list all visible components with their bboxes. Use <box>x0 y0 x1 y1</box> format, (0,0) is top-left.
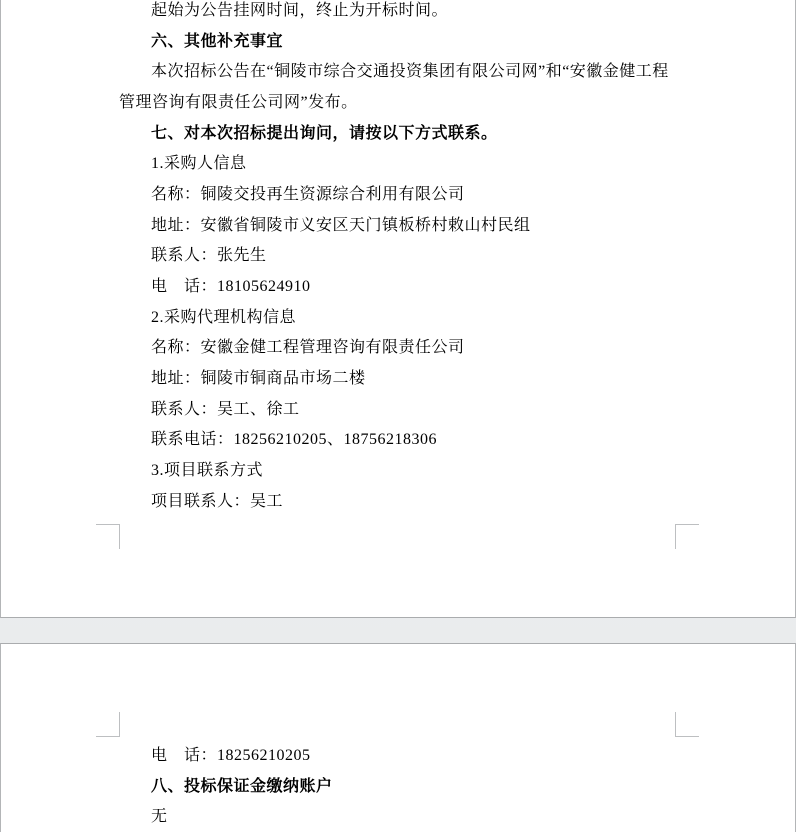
text-line: 名称：铜陵交投再生资源综合利用有限公司 <box>151 185 465 203</box>
text-line: 联系人：张先生 <box>151 247 267 265</box>
text-line: 起始为公告挂网时间，终止为开标时间。 <box>151 2 449 19</box>
text-boundary-mark-top-right <box>675 712 699 737</box>
text-line: 联系人：吴工、徐工 <box>151 400 300 418</box>
text-line: 项目联系人：吴工 <box>151 492 284 510</box>
text-line: 七、对本次招标提出询问，请按以下方式联系。 <box>151 124 498 142</box>
text-line: 地址：铜陵市铜商品市场二楼 <box>151 369 366 387</box>
text-boundary-mark-bottom-left <box>96 524 120 549</box>
text-line: 电 话：18105624910 <box>151 277 311 295</box>
text-line: 六、其他补充事宜 <box>151 32 284 50</box>
text-line: 3.项目联系方式 <box>151 461 264 479</box>
text-line: 电 话：18256210205 <box>151 747 311 764</box>
text-line: 1.采购人信息 <box>151 155 247 173</box>
text-line: 地址：安徽省铜陵市义安区天门镇板桥村敕山村民组 <box>151 216 531 234</box>
text-line: 无 <box>151 808 168 826</box>
page1-text-body[interactable] <box>119 0 679 517</box>
text-boundary-mark-bottom-right <box>675 524 699 549</box>
text-line: 联系电话：18256210205、18756218306 <box>151 431 438 449</box>
page2-text-body[interactable] <box>119 741 679 832</box>
text-line: 管理咨询有限责任公司网”发布。 <box>119 93 358 111</box>
text-boundary-mark-top-left <box>96 712 120 737</box>
text-line: 2.采购代理机构信息 <box>151 308 297 326</box>
text-line: 名称：安徽金健工程管理咨询有限责任公司 <box>151 339 465 357</box>
text-line: 八、投标保证金缴纳账户 <box>151 777 333 795</box>
text-line: 本次招标公告在“铜陵市综合交通投资集团有限公司网”和“安徽金健工程 <box>151 63 669 81</box>
